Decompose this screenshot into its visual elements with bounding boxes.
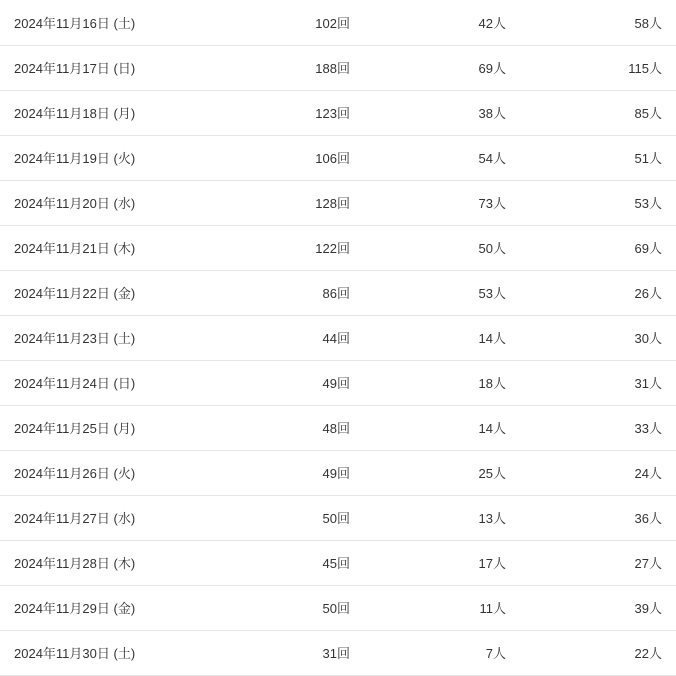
cell-people-a: 69人 [364,45,520,90]
cell-people-b: 26人 [520,270,676,315]
table-row [0,225,676,270]
cell-date: 2024年11月17日 (日) [0,45,208,90]
cell-people-a: 14人 [364,405,520,450]
cell-people-b: 53人 [520,180,676,225]
cell-count: 44回 [208,315,364,360]
cell-people-a: 25人 [364,450,520,495]
cell-people-b: 27人 [520,540,676,585]
table-row [0,495,676,540]
cell-people-b: 36人 [520,495,676,540]
cell-date: 2024年11月20日 (水) [0,180,208,225]
cell-count: 188回 [208,45,364,90]
cell-date: 2024年11月29日 (金) [0,585,208,630]
table-row [0,585,676,630]
cell-people-a: 7人 [364,630,520,675]
cell-people-b: 85人 [520,90,676,135]
cell-count: 123回 [208,90,364,135]
cell-date: 2024年11月24日 (日) [0,360,208,405]
cell-count: 128回 [208,180,364,225]
table-row [0,135,676,180]
cell-people-a: 38人 [364,90,520,135]
cell-date: 2024年11月25日 (月) [0,405,208,450]
cell-people-a: 17人 [364,540,520,585]
cell-people-b: 39人 [520,585,676,630]
table-row [0,270,676,315]
table-row [0,180,676,225]
cell-count: 45回 [208,540,364,585]
cell-date: 2024年11月16日 (土) [0,0,208,45]
table-row [0,360,676,405]
cell-people-a: 11人 [364,585,520,630]
cell-people-b: 33人 [520,405,676,450]
cell-date: 2024年11月28日 (木) [0,540,208,585]
cell-people-a: 13人 [364,495,520,540]
cell-people-a: 54人 [364,135,520,180]
cell-people-a: 53人 [364,270,520,315]
cell-people-a: 18人 [364,360,520,405]
cell-count: 50回 [208,495,364,540]
cell-date: 2024年11月22日 (金) [0,270,208,315]
table-row [0,405,676,450]
cell-date: 2024年11月21日 (木) [0,225,208,270]
cell-people-b: 115人 [520,45,676,90]
table-row [0,540,676,585]
cell-people-b: 30人 [520,315,676,360]
cell-date: 2024年11月18日 (月) [0,90,208,135]
cell-date: 2024年11月23日 (土) [0,315,208,360]
cell-people-a: 50人 [364,225,520,270]
cell-people-b: 58人 [520,0,676,45]
cell-people-b: 22人 [520,630,676,675]
table-row [0,90,676,135]
cell-count: 102回 [208,0,364,45]
table-row [0,630,676,675]
cell-people-b: 24人 [520,450,676,495]
cell-count: 122回 [208,225,364,270]
cell-count: 50回 [208,585,364,630]
cell-people-b: 51人 [520,135,676,180]
cell-count: 106回 [208,135,364,180]
cell-people-a: 73人 [364,180,520,225]
cell-people-b: 69人 [520,225,676,270]
cell-count: 86回 [208,270,364,315]
cell-count: 48回 [208,405,364,450]
cell-date: 2024年11月26日 (火) [0,450,208,495]
cell-people-a: 42人 [364,0,520,45]
table-row [0,0,676,45]
cell-people-b: 31人 [520,360,676,405]
table-row [0,450,676,495]
table-row [0,45,676,90]
table-row [0,315,676,360]
cell-date: 2024年11月19日 (火) [0,135,208,180]
cell-date: 2024年11月27日 (水) [0,495,208,540]
cell-count: 49回 [208,360,364,405]
cell-people-a: 14人 [364,315,520,360]
cell-date: 2024年11月30日 (土) [0,630,208,675]
cell-count: 31回 [208,630,364,675]
cell-count: 49回 [208,450,364,495]
